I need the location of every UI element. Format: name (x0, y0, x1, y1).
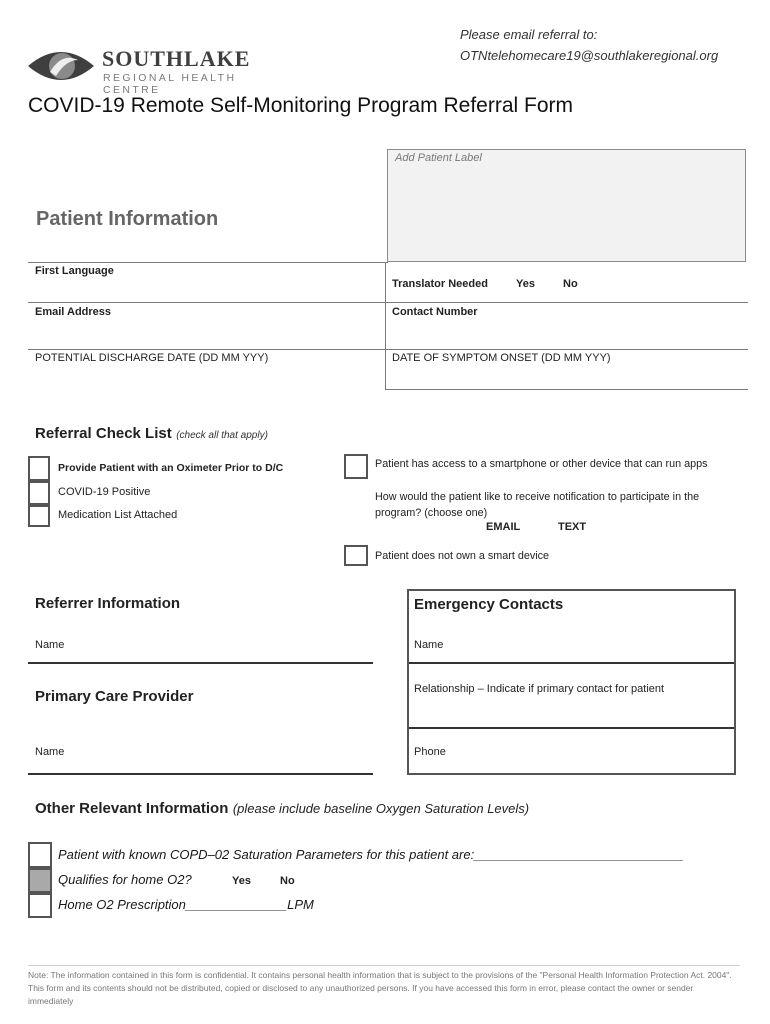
medication-list-label: Medication List Attached (58, 509, 178, 521)
divider (385, 389, 748, 390)
oximeter-checkbox[interactable] (28, 456, 50, 481)
divider (28, 349, 748, 350)
contact-number-field[interactable]: Contact Number (392, 306, 478, 318)
confidentiality-note: Note: The information contained in this form is confidential. It contains personal health information that is subject to the provisions of the "Personal Health Information Protection Act. 2004". This form and its contents should not be distributed, copied or disclosed to any unauthorized persons. If you have accessed this form in error, please contact the owner or sender immediately (28, 970, 732, 1006)
checklist-heading (35, 425, 268, 443)
copd-checkbox[interactable] (28, 842, 52, 868)
emergency-relationship-field[interactable]: Relationship – Indicate if primary contact for patient (414, 683, 665, 695)
discharge-date-field[interactable]: POTENTIAL DISCHARGE DATE (DD MM YYY) (35, 352, 269, 364)
email-address-link[interactable]: OTNtelehomecare19@southlakeregional.org (460, 48, 719, 63)
emergency-contacts-box (407, 589, 736, 775)
checklist-title: Referral Check List (35, 425, 172, 442)
emergency-divider (409, 727, 734, 729)
translator-no-option[interactable]: No (563, 278, 578, 290)
o2-prescription-label: Home O2 Prescription______________LPM (58, 897, 314, 912)
southlake-eye-icon (26, 46, 96, 86)
notification-question: How would the patient like to receive notification to participate in the program? (choose one) (375, 491, 700, 519)
emergency-name-field[interactable]: Name (414, 639, 444, 651)
logo (26, 46, 286, 96)
covid-positive-label: COVID-19 Positive (58, 486, 151, 498)
home-o2-yes-option[interactable]: Yes (232, 875, 251, 887)
other-info-note: (please include baseline Oxygen Saturation Levels) (232, 801, 530, 816)
smartphone-label: Patient has access to a smartphone or other device that can run apps (375, 458, 708, 470)
patient-label-box[interactable] (387, 149, 746, 262)
notify-text-option[interactable]: TEXT (558, 521, 587, 533)
footer-divider (28, 965, 740, 966)
translator-needed-label: Translator Needed (392, 278, 488, 290)
other-info-heading (35, 800, 529, 818)
oximeter-label: Provide Patient with an Oximeter Prior to D/C (58, 462, 284, 474)
patient-info-heading: Patient Information (36, 208, 219, 230)
home-o2-checkbox[interactable] (28, 868, 52, 893)
medication-list-checkbox[interactable] (28, 505, 50, 527)
notify-email-option[interactable]: EMAIL (486, 521, 521, 533)
referrer-name-field[interactable]: Name (35, 639, 65, 651)
divider (28, 262, 388, 263)
email-address-field[interactable]: Email Address (35, 306, 112, 318)
emergency-divider (409, 662, 734, 664)
smartphone-checkbox[interactable] (344, 454, 368, 479)
email-instruction (460, 24, 718, 66)
patient-label-placeholder: Add Patient Label (395, 152, 482, 164)
no-smart-device-label: Patient does not own a smart device (375, 550, 550, 562)
no-smart-device-checkbox[interactable] (344, 545, 368, 566)
primary-care-name-field[interactable]: Name (35, 746, 65, 758)
o2-prescription-checkbox[interactable] (28, 893, 52, 918)
form-title: COVID-19 Remote Self-Monitoring Program Referral Form (28, 94, 573, 117)
home-o2-label: Qualifies for home O2? (58, 872, 192, 887)
logo-name: SOUTHLAKE (102, 46, 251, 71)
divider (385, 262, 386, 390)
other-info-title: Other Relevant Information (35, 800, 229, 817)
checklist-note: (check all that apply) (176, 430, 268, 441)
home-o2-no-option[interactable]: No (280, 875, 295, 887)
emergency-heading: Emergency Contacts (414, 596, 564, 613)
email-instruction-line1: Please email referral to: (460, 27, 598, 42)
referrer-name-line (28, 662, 373, 664)
copd-label: Patient with known COPD–02 Saturation Parameters for this patient are:_____________________________ (58, 847, 684, 862)
divider (28, 302, 748, 303)
emergency-phone-field[interactable]: Phone (414, 746, 446, 758)
logo-subtitle: REGIONAL HEALTH CENTRE (103, 72, 237, 96)
symptom-onset-field[interactable]: DATE OF SYMPTOM ONSET (DD MM YYY) (392, 352, 611, 364)
primary-care-heading: Primary Care Provider (35, 688, 194, 705)
covid-positive-checkbox[interactable] (28, 481, 50, 505)
first-language-field[interactable]: First Language (35, 265, 114, 277)
translator-yes-option[interactable]: Yes (516, 278, 535, 290)
referrer-heading: Referrer Information (35, 595, 181, 612)
primary-care-name-line (28, 773, 373, 775)
